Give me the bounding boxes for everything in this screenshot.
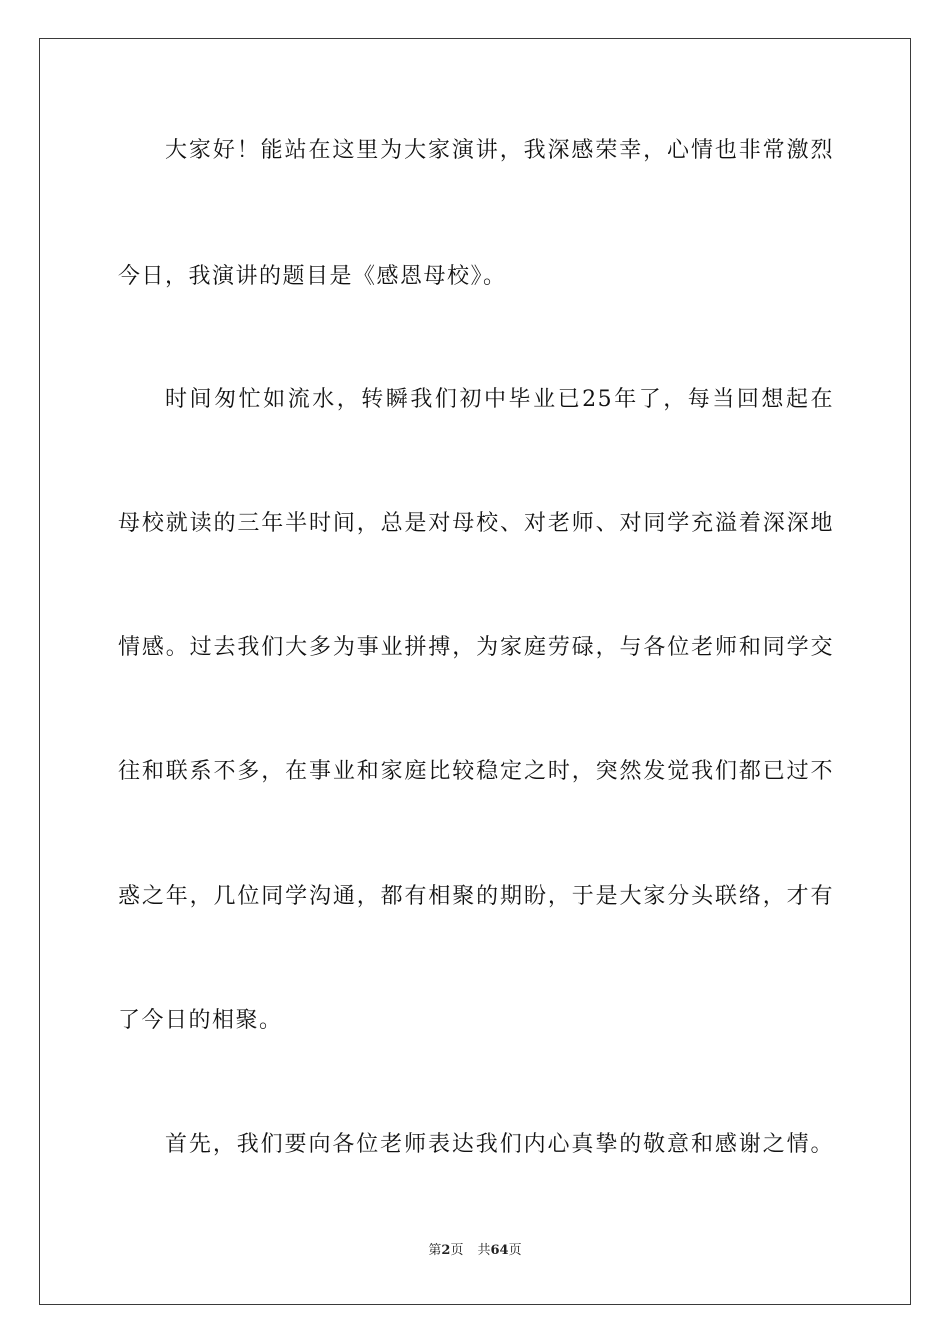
total-pages: 64 — [490, 1243, 509, 1258]
total-prefix: 共 — [477, 1243, 491, 1258]
text-line-5: 情感。过去我们大多为事业拼搏，为家庭劳碌，与各位老师和同学交 — [118, 635, 834, 660]
page-border — [39, 38, 911, 1305]
text-line-8: 了今日的相聚。 — [118, 1008, 283, 1033]
page-footer — [0, 1242, 950, 1260]
page-number: 2 — [441, 1243, 451, 1258]
total-suffix: 页 — [508, 1243, 522, 1258]
text-line-1: 大家好！能站在这里为大家演讲，我深感荣幸，心情也非常激烈 — [165, 138, 834, 163]
text-line-2: 今日，我演讲的题目是《感恩母校》。 — [118, 264, 507, 289]
text-line-7: 惑之年，几位同学沟通，都有相聚的期盼，于是大家分头联络，才有 — [118, 884, 834, 909]
page-prefix: 第 — [428, 1243, 442, 1258]
text-line-3: 时间匆忙如流水，转瞬我们初中毕业已25年了，每当回想起在 — [165, 387, 834, 412]
text-line-9: 首先，我们要向各位老师表达我们内心真挚的敬意和感谢之情。 — [165, 1132, 834, 1157]
text-line-4: 母校就读的三年半时间，总是对母校、对老师、对同学充溢着深深地 — [118, 511, 834, 536]
page-suffix: 页 — [450, 1243, 464, 1258]
text-line-6: 往和联系不多，在事业和家庭比较稳定之时，突然发觉我们都已过不 — [118, 759, 834, 784]
